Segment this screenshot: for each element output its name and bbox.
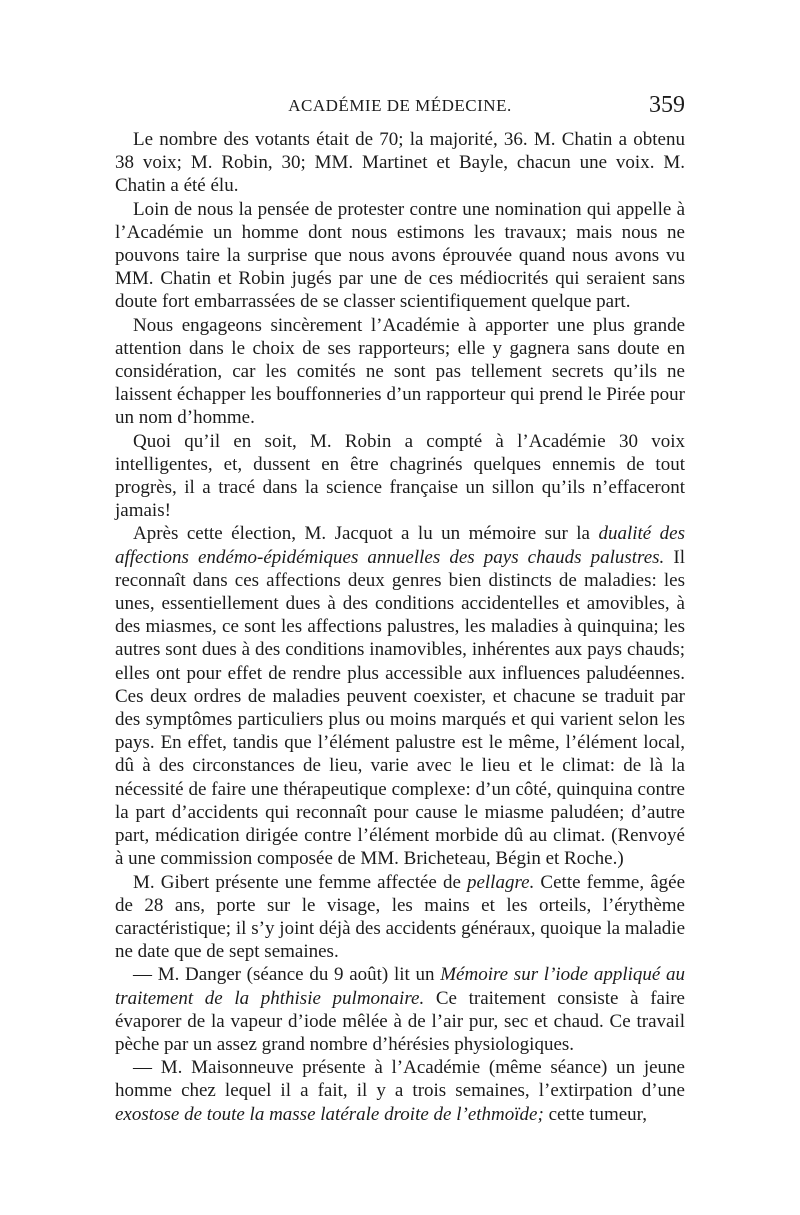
exostose-term: exostose de toute la masse latérale droite de l’ethmoïde;: [115, 1103, 544, 1125]
danger-intro: — M. Danger (séance du 9 août) lit un: [133, 964, 441, 986]
paragraph-danger-iode: [115, 963, 685, 1056]
paragraph-rapporteurs: Nous engageons sincèrement l’Académie à apporter une plus grande attention dans le choix de ses rapporteurs; elle y gagnera sans doute en considération, car les comités ne sont pas tellement secrets qu’ils ne laissent échapper les bouffonneries d’un rapporteur qui prend le Pirée pour un nom d’homme.: [115, 314, 685, 429]
danger-body: Ce traitement consiste à faire évaporer de la vapeur d’iode mêlée à de l’air pur, sec et chaud. Ce travail pèche par un assez grand nombre d’hérésies physiologiques.: [115, 987, 685, 1055]
paragraph-protest: Loin de nous la pensée de protester contre une nomination qui appelle à l’Académie un homme dont nous estimons les travaux; mais nous ne pouvons taire la surprise que nous avons éprouvée quand nous avons vu MM. Chatin et Robin jugés par une de ces médiocrités qui seraient sans doute fort embarrassées de se classer scientifiquement quelque part.: [115, 198, 685, 313]
gibert-intro: M. Gibert présente une femme affectée de: [133, 871, 467, 893]
pellagre-term: pellagre.: [466, 871, 535, 893]
paragraph-gibert-pellagre: [115, 871, 685, 964]
page-header: [115, 92, 685, 126]
paragraph-maisonneuve: [115, 1056, 685, 1126]
body-text: [115, 128, 685, 1126]
gibert-body: Cette femme, âgée de 28 ans, porte sur le visage, les mains et les orteils, l’érythème caractéristique; il s’y joint déjà des accidents généraux, quoique la maladie ne date que de sept semaines.: [115, 871, 685, 963]
page-number: 359: [649, 92, 685, 118]
paragraph-robin: Quoi qu’il en soit, M. Robin a compté à l’Académie 30 voix intelligentes, et, dussent en être chagrinés quelques ennemis de tout progrès, il a tracé dans la science française un sillon qu’ils n’effaceront jamais!: [115, 430, 685, 522]
jacquot-title: dualité des affections endémo-épidémiques annuelles des pays chauds palustres.: [115, 523, 685, 568]
jacquot-body: Il reconnaît dans ces affections deux genres bien distincts de maladies: les unes, essentiellement dues à des conditions accidentelles et amovibles, à des miasmes, ce sont les affections palustres, les maladies à quinquina; les autres sont dues à des conditions inamovibles, inhérentes aux pays chauds; elles ont pour effet de rendre plus accessible aux influences paludéennes. Ces deux ordres de maladies peuvent coexister, et chacune se traduit par des symptômes particuliers plus ou moins marqués et qui varient selon les pays. En effet, tandis que l’élément palustre est le même, l’élément local, dû à des circonstances de lieu, varie avec le lieu et le climat: de là la nécessité de faire une thérapeutique complexe: d’un côté, quinquina contre la part d’accidents qui reconnaît pour cause le miasme paludéen; d’autre part, médication dirigée contre l’élément morbide dû au climat. (Renvoyé à une commission composée de MM. Bricheteau, Bégin et Roche.): [115, 546, 686, 870]
maisonneuve-intro: — M. Maisonneuve présente à l’Académie (même séance) un jeune homme chez lequel il a fait, il y a trois semaines, l’extirpation d’une: [115, 1057, 685, 1102]
paragraph-vote-result: Le nombre des votants était de 70; la majorité, 36. M. Chatin a obtenu 38 voix; M. Robin, 30; MM. Martinet et Bayle, chacun une voix. M. Chatin a été élu.: [115, 129, 685, 197]
paragraph-jacquot-memoir: [115, 522, 685, 870]
jacquot-intro: Après cette élection, M. Jacquot a lu un mémoire sur la: [133, 523, 599, 545]
running-title: ACADÉMIE DE MÉDECINE.: [288, 96, 512, 115]
maisonneuve-body: cette tumeur,: [543, 1103, 647, 1125]
danger-title: Mémoire sur l’iode appliqué au traitement de la phthisie pulmonaire.: [115, 964, 686, 1009]
